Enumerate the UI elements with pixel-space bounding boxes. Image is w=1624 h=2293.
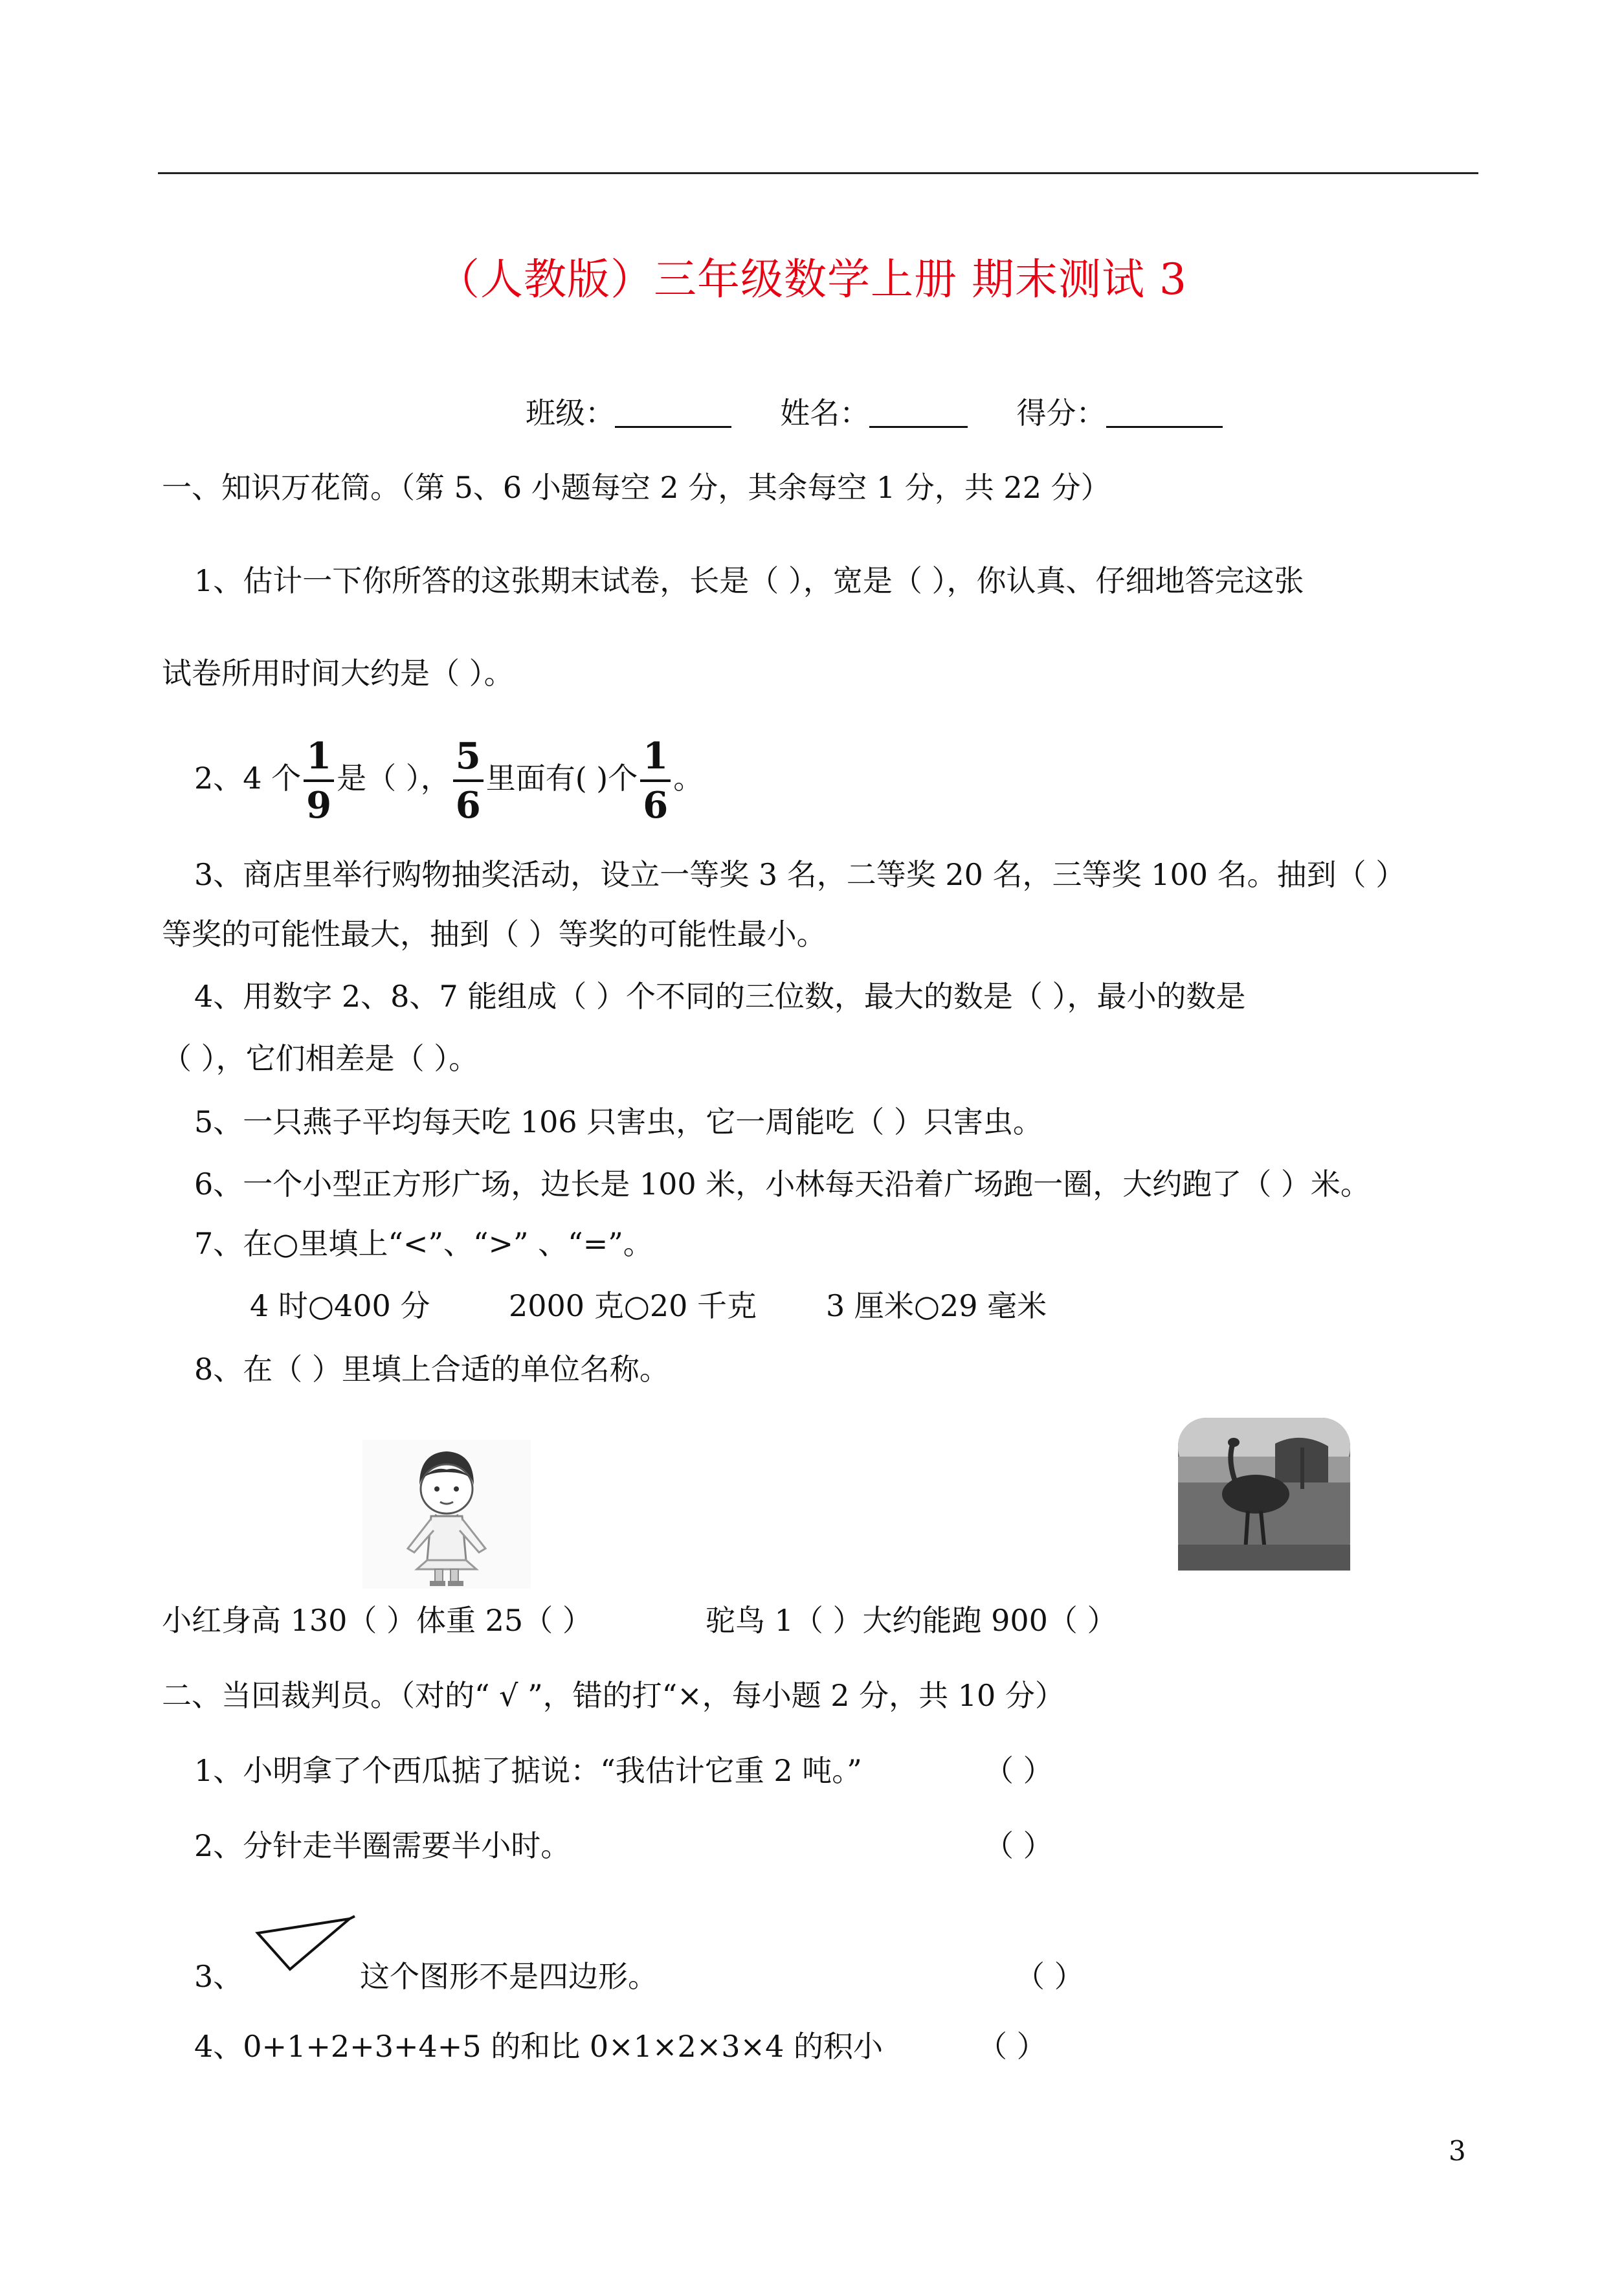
fraction-numerator: 5 [455, 735, 481, 777]
question-1-8-answer-right: 驼鸟 1（ ）大约能跑 900（ ） [706, 1603, 1117, 1638]
question-1-5: 5、一只燕子平均每天吃 106 只害虫，它一周能吃（ ）只害虫。 [194, 1104, 1043, 1139]
question-1-3-line1: 3、商店里举行购物抽奖活动，设立一等奖 3 名，二等奖 20 名，三等奖 100 名。抽到（ ） [194, 857, 1406, 892]
name-blank[interactable] [869, 396, 968, 428]
question-1-7: 7、在○里填上“<”、“>” 、“=”。 [194, 1226, 653, 1261]
name-label: 姓名： [780, 396, 870, 431]
compare-item-grams: 2000 克○20 千克 [509, 1288, 757, 1323]
q2-mid1: 是（ ）， [337, 761, 450, 796]
q2-mid2: 里面有( )个 [485, 761, 638, 796]
answer-paren-2-4[interactable]: （ ） [977, 2029, 1047, 2064]
header-rule [158, 172, 1478, 174]
student-info-row [526, 396, 1223, 431]
answer-paren-2-2[interactable]: （ ） [984, 1828, 1053, 1863]
fraction-denominator: 6 [643, 784, 669, 827]
question-1-3-line2: 等奖的可能性最大，抽到（ ）等奖的可能性最小。 [162, 917, 827, 952]
fraction-denominator: 6 [455, 784, 481, 827]
question-2-3-text: 这个图形不是四边形。 [360, 1959, 658, 1994]
question-1-1-line1: 1、估计一下你所答的这张期末试卷，长是（ ），宽是（ ），你认真、仔细地答完这张 [194, 563, 1304, 598]
section2-heading: 二、当回裁判员。（对的“ √ ”，错的打“×，每小题 2 分，共 10 分） [162, 1678, 1065, 1713]
question-1-4-line1: 4、用数字 2、8、7 能组成（ ）个不同的三位数，最大的数是（ ），最小的数是 [194, 979, 1246, 1014]
score-label: 得分： [1016, 396, 1106, 431]
question-2-3-prefix: 3、 [194, 1959, 243, 1994]
question-2-1: 1、小明拿了个西瓜掂了掂说：“我估计它重 2 吨。” [194, 1753, 862, 1788]
question-2-2: 2、分针走半圈需要半小时。 [194, 1828, 571, 1863]
girl-illustration [362, 1440, 531, 1589]
fraction-1-6 [640, 735, 671, 827]
page-number: 3 [1449, 2135, 1466, 2167]
triangle-shape-figure [252, 1915, 356, 1973]
fraction-numerator: 1 [306, 735, 332, 777]
class-label: 班级： [526, 396, 615, 431]
compare-item-hours: 4 时○400 分 [250, 1288, 430, 1323]
question-1-6: 6、一个小型正方形广场，边长是 100 米，小林每天沿着广场跑一圈，大约跑了（ ）米。 [194, 1167, 1370, 1202]
fraction-1-9 [304, 735, 334, 827]
answer-paren-2-3[interactable]: （ ） [1015, 1959, 1084, 1994]
answer-paren-2-1[interactable]: （ ） [984, 1753, 1053, 1788]
question-1-1-line2: 试卷所用时间大约是（ ）。 [162, 656, 514, 691]
page-title: （人教版）三年级数学上册 期末测试 3 [437, 254, 1187, 304]
section1-heading: 一、知识万花筒。（第 5、6 小题每空 2 分，其余每空 1 分，共 22 分） [162, 470, 1111, 505]
score-blank[interactable] [1106, 396, 1223, 428]
question-1-2 [194, 735, 704, 827]
question-1-8-answer-left: 小红身高 130（ ）体重 25（ ） [162, 1603, 592, 1638]
fraction-5-6 [453, 735, 484, 827]
q2-suffix: 。 [673, 761, 704, 796]
fraction-denominator: 9 [306, 784, 332, 827]
compare-item-cm: 3 厘米○29 毫米 [826, 1288, 1047, 1323]
question-1-4-line2: （ ），它们相差是（ ）。 [162, 1041, 479, 1076]
q2-prefix: 2、4 个 [194, 761, 302, 796]
question-1-8: 8、在（ ）里填上合适的单位名称。 [194, 1352, 669, 1387]
class-blank[interactable] [615, 396, 731, 428]
ostrich-photo [1178, 1418, 1350, 1571]
question-2-4: 4、0+1+2+3+4+5 的和比 0×1×2×3×4 的积小 [194, 2029, 883, 2064]
fraction-numerator: 1 [643, 735, 669, 777]
